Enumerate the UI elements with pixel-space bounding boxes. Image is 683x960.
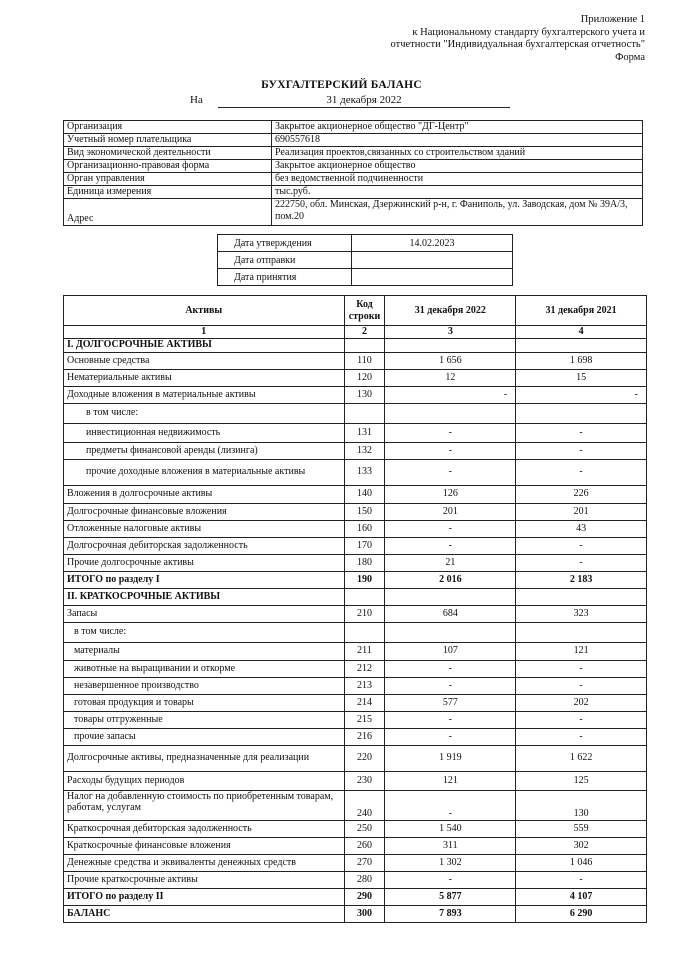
row-label: II. КРАТКОСРОЧНЫЕ АКТИВЫ [64,588,345,605]
row-code: 240 [344,790,385,820]
row-label: прочие доходные вложения в материальные активы [64,459,345,485]
org-key: Организация [64,121,272,134]
value-2022: 577 [385,694,516,711]
value-2021 [516,403,647,423]
value-2022: 12 [385,369,516,386]
column-number: 2 [344,326,385,339]
org-value: 690557618 [272,134,643,147]
table-row [64,605,647,622]
date-row [218,269,513,286]
value-2022: - [385,520,516,537]
row-label: ИТОГО по разделу I [64,571,345,588]
row-code: 216 [344,728,385,745]
row-label: товары отгруженные [64,711,345,728]
value-2022: 1 919 [385,745,516,771]
row-code: 260 [344,837,385,854]
row-code: 280 [344,871,385,888]
table-row [64,369,647,386]
date-key: Дата утверждения [218,235,352,252]
table-row [64,660,647,677]
row-label: Прочие краткосрочные активы [64,871,345,888]
value-2022: - [385,790,516,820]
value-2022: 1 302 [385,854,516,871]
row-label: Отложенные налоговые активы [64,520,345,537]
header-assets: Активы [64,296,345,326]
row-label: БАЛАНС [64,905,345,922]
row-code: 190 [344,571,385,588]
org-row [64,186,643,199]
table-row [64,588,647,605]
appendix-line: Приложение 1 [580,14,645,25]
value-2022: 7 893 [385,905,516,922]
row-label: прочие запасы [64,728,345,745]
row-code [344,622,385,642]
row-code: 140 [344,485,385,503]
value-2022: 21 [385,554,516,571]
report-date: 31 декабря 2022 [218,94,510,108]
date-row [218,235,513,252]
value-2022: - [385,423,516,442]
header-code: Код строки [344,296,385,326]
date-key: Дата принятия [218,269,352,286]
row-label: Краткосрочная дебиторская задолженность [64,820,345,837]
row-label: Долгосрочные активы, предназначенные для реализации [64,745,345,771]
table-row [64,854,647,871]
value-2021: - [516,728,647,745]
table-row [64,837,647,854]
organization-info-table [63,120,643,226]
value-2022: 126 [385,485,516,503]
value-2021 [516,588,647,605]
table-row [64,485,647,503]
row-code: 131 [344,423,385,442]
row-code: 215 [344,711,385,728]
row-label: Денежные средства и эквиваленты денежных средств [64,854,345,871]
org-key: Орган управления [64,173,272,186]
table-row [64,820,647,837]
row-code: 170 [344,537,385,554]
row-code: 220 [344,745,385,771]
value-2021: - [516,423,647,442]
value-2021: - [516,871,647,888]
row-code: 210 [344,605,385,622]
value-2022 [385,622,516,642]
row-code: 120 [344,369,385,386]
row-code: 290 [344,888,385,905]
row-code: 150 [344,503,385,520]
dates-table [217,234,513,286]
table-row [64,554,647,571]
row-label: Доходные вложения в материальные активы [64,386,345,403]
balance-sheet-table [63,295,647,923]
row-label: Прочие долгосрочные активы [64,554,345,571]
row-code: 230 [344,771,385,790]
table-row [64,338,647,352]
value-2021: - [516,554,647,571]
org-value: 222750, обл. Минская, Дзержинский р-н, г. Фаниполь, ул. Заводская, дом № 39А/3, пом.20 [272,199,643,226]
value-2021: - [516,459,647,485]
value-2021: - [516,442,647,459]
header-2021: 31 декабря 2021 [516,296,647,326]
table-row [64,790,647,820]
table-row [64,423,647,442]
value-2021: 130 [516,790,647,820]
table-row [64,771,647,790]
value-2022: 121 [385,771,516,790]
appendix-line: Форма [615,51,645,63]
org-value: тыс.руб. [272,186,643,199]
value-2021: 121 [516,642,647,660]
row-label: Налог на добавленную стоимость по приобретенным товарам, работам, услугам [64,790,345,820]
value-2021: - [516,537,647,554]
row-label: материалы [64,642,345,660]
org-value: без ведомственной подчиненности [272,173,643,186]
org-row [64,134,643,147]
table-row [64,642,647,660]
org-row [64,199,643,226]
row-code: 180 [344,554,385,571]
org-key: Вид экономической деятельности [64,147,272,160]
appendix-line: отчетности "Индивидуальная бухгалтерская отчетность" [390,39,645,51]
row-label: I. ДОЛГОСРОЧНЫЕ АКТИВЫ [64,338,345,352]
table-row [64,386,647,403]
value-2021: - [516,386,647,403]
value-2022: - [385,386,516,403]
table-row [64,888,647,905]
value-2022: - [385,442,516,459]
column-number: 1 [64,326,345,339]
report-date-line [190,94,402,106]
row-code: 213 [344,677,385,694]
table-row [64,905,647,922]
table-row [64,442,647,459]
org-value: Реализация проектов,связанных со строительством зданий [272,147,643,160]
row-label: предметы финансовой аренды (лизинга) [64,442,345,459]
row-label: в том числе: [64,622,345,642]
value-2021: 323 [516,605,647,622]
value-2022: - [385,871,516,888]
table-row [64,537,647,554]
row-code [344,338,385,352]
row-label: Основные средства [64,352,345,369]
value-2021: 201 [516,503,647,520]
row-label: животные на выращивании и откорме [64,660,345,677]
column-number: 4 [516,326,647,339]
table-row [64,711,647,728]
value-2021 [516,338,647,352]
org-value: Закрытое акционерное общество [272,160,643,173]
value-2022 [385,588,516,605]
row-code: 132 [344,442,385,459]
row-label: незавершенное производство [64,677,345,694]
value-2021: 2 183 [516,571,647,588]
row-code: 270 [344,854,385,871]
row-code: 250 [344,820,385,837]
table-row [64,403,647,423]
value-2021: 1 046 [516,854,647,871]
row-label: готовая продукция и товары [64,694,345,711]
value-2021: 4 107 [516,888,647,905]
row-code: 211 [344,642,385,660]
value-2022: 107 [385,642,516,660]
value-2021: - [516,677,647,694]
value-2021: 15 [516,369,647,386]
row-label: Расходы будущих периодов [64,771,345,790]
document-title: БУХГАЛТЕРСКИЙ БАЛАНС [261,79,422,91]
org-key: Единица измерения [64,186,272,199]
value-2022: - [385,660,516,677]
value-2021 [516,622,647,642]
table-row [64,520,647,537]
value-2021: 202 [516,694,647,711]
table-row [64,728,647,745]
value-2021: - [516,711,647,728]
column-number: 3 [385,326,516,339]
value-2022: 201 [385,503,516,520]
appendix-line: к Национальному стандарту бухгалтерского учета и [412,26,645,38]
value-2022 [385,403,516,423]
value-2022: 684 [385,605,516,622]
org-row [64,121,643,134]
row-code: 110 [344,352,385,369]
value-2022: - [385,537,516,554]
value-2022: 1 540 [385,820,516,837]
value-2021: 43 [516,520,647,537]
org-key: Учетный номер плательщика [64,134,272,147]
value-2021: 226 [516,485,647,503]
table-row [64,571,647,588]
org-value: Закрытое акционерное общество "ДГ-Центр" [272,121,643,134]
org-row [64,160,643,173]
row-code: 160 [344,520,385,537]
header-2022: 31 декабря 2022 [385,296,516,326]
row-label: Краткосрочные финансовые вложения [64,837,345,854]
table-row [64,745,647,771]
value-2022: 311 [385,837,516,854]
row-label: инвестиционная недвижимость [64,423,345,442]
row-code: 133 [344,459,385,485]
table-row [64,352,647,369]
date-key: Дата отправки [218,252,352,269]
date-prefix: На [190,94,203,106]
table-row [64,677,647,694]
value-2021: 6 290 [516,905,647,922]
value-2022: 1 656 [385,352,516,369]
value-2021: 302 [516,837,647,854]
org-row [64,173,643,186]
row-label: Вложения в долгосрочные активы [64,485,345,503]
date-value: 14.02.2023 [352,235,513,252]
value-2021: 1 698 [516,352,647,369]
org-key: Организационно-правовая форма [64,160,272,173]
org-key: Адрес [64,199,272,226]
row-label: Долгосрочная дебиторская задолженность [64,537,345,554]
row-label: Нематериальные активы [64,369,345,386]
value-2022 [385,338,516,352]
value-2022: - [385,711,516,728]
value-2021: 1 622 [516,745,647,771]
row-code: 130 [344,386,385,403]
table-row [64,622,647,642]
row-label: Долгосрочные финансовые вложения [64,503,345,520]
value-2022: 2 016 [385,571,516,588]
value-2022: - [385,459,516,485]
table-row [64,503,647,520]
value-2021: 559 [516,820,647,837]
date-value [352,252,513,269]
date-row [218,252,513,269]
table-row [64,459,647,485]
row-code: 300 [344,905,385,922]
value-2021: - [516,660,647,677]
row-code [344,588,385,605]
row-label: в том числе: [64,403,345,423]
value-2022: 5 877 [385,888,516,905]
row-code [344,403,385,423]
row-label: ИТОГО по разделу II [64,888,345,905]
row-code: 212 [344,660,385,677]
value-2022: - [385,728,516,745]
org-row [64,147,643,160]
row-label: Запасы [64,605,345,622]
value-2021: 125 [516,771,647,790]
table-row [64,694,647,711]
date-value [352,269,513,286]
table-row [64,871,647,888]
row-code: 214 [344,694,385,711]
value-2022: - [385,677,516,694]
appendix-note [345,14,645,64]
